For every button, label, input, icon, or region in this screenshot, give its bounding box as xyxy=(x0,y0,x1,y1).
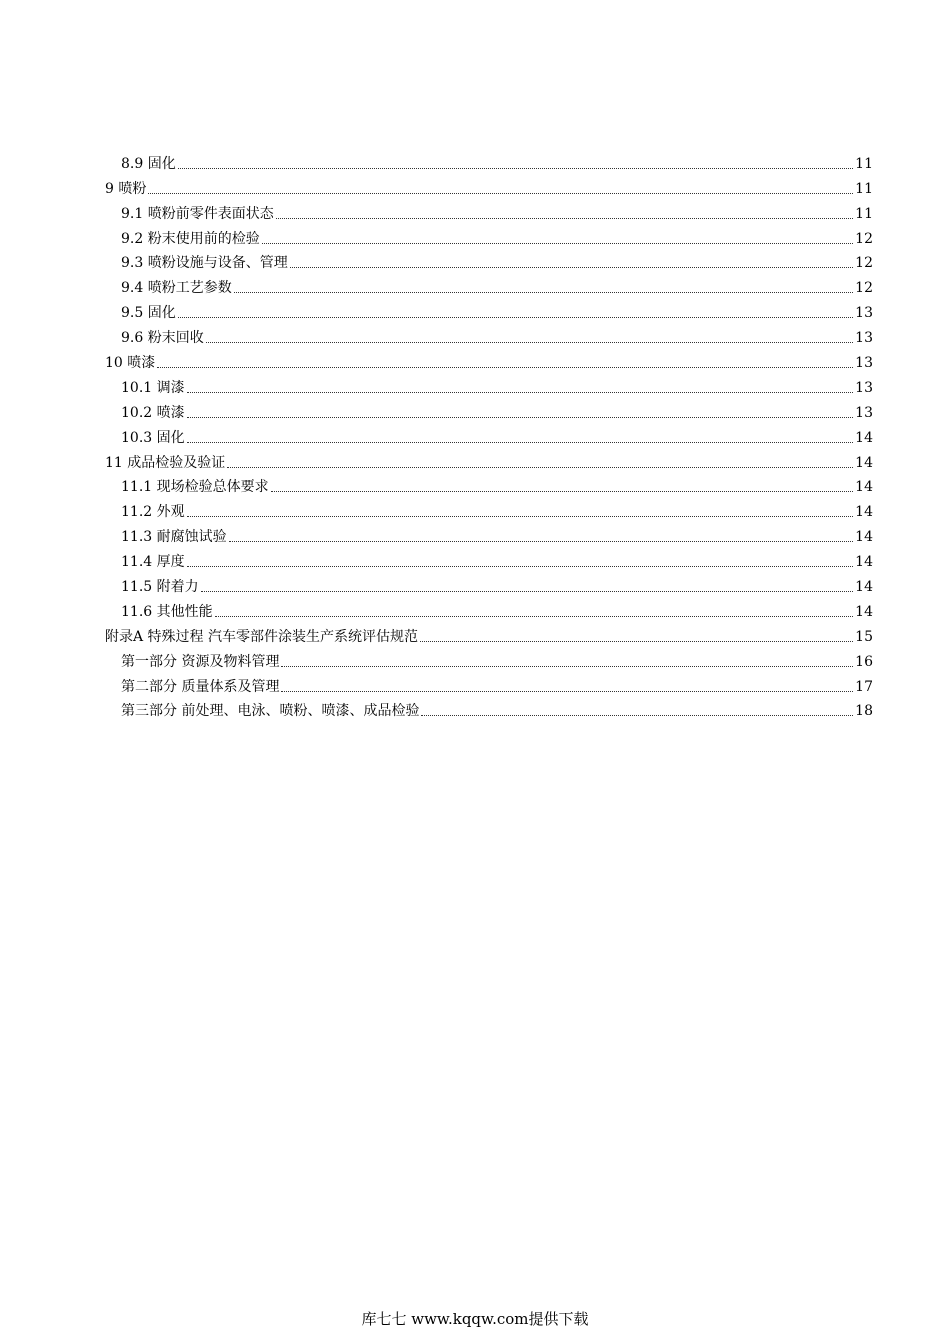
toc-entry-title: 附录A 特殊过程 汽车零部件涂装生产系统评估规范 xyxy=(105,628,419,645)
toc-entry-title: 9.2 粉末使用前的检验 xyxy=(121,230,260,247)
toc-entry-page-number: 13 xyxy=(855,379,873,396)
toc-entry-title: 8.9 固化 xyxy=(121,155,176,172)
toc-entry-title: 11.4 厚度 xyxy=(121,554,185,571)
toc-entry[interactable] xyxy=(105,571,873,596)
toc-entry-page-number: 13 xyxy=(855,355,873,372)
toc-dot-leader xyxy=(271,490,854,492)
toc-entry-title: 11 成品检验及验证 xyxy=(105,454,226,471)
toc-entry[interactable] xyxy=(105,696,873,721)
toc-entry-title: 第三部分 前处理、电泳、喷粉、喷漆、成品检验 xyxy=(121,703,420,720)
toc-entry-page-number: 14 xyxy=(855,554,873,571)
table-of-contents xyxy=(105,148,873,720)
toc-dot-leader xyxy=(178,167,853,169)
toc-entry-title: 11.1 现场检验总体要求 xyxy=(121,479,269,496)
toc-entry-page-number: 13 xyxy=(855,330,873,347)
toc-entry[interactable] xyxy=(105,322,873,347)
toc-entry-title: 9 喷粉 xyxy=(105,180,147,197)
toc-entry[interactable] xyxy=(105,397,873,422)
toc-entry-page-number: 14 xyxy=(855,429,873,446)
toc-entry[interactable] xyxy=(105,472,873,497)
toc-entry-page-number: 14 xyxy=(855,454,873,471)
toc-dot-leader xyxy=(229,540,854,542)
page-footer: 库七七 www.kqqw.com提供下载 xyxy=(361,1310,589,1328)
toc-entry-page-number: 13 xyxy=(855,404,873,421)
toc-entry[interactable] xyxy=(105,671,873,696)
toc-entry-title: 第二部分 质量体系及管理 xyxy=(121,678,280,695)
toc-entry-page-number: 17 xyxy=(855,678,873,695)
toc-entry-page-number: 11 xyxy=(855,205,873,222)
toc-entry-page-number: 14 xyxy=(855,603,873,620)
toc-entry-title: 11.3 耐腐蚀试验 xyxy=(121,529,227,546)
toc-entry-title: 9.6 粉末回收 xyxy=(121,330,204,347)
toc-entry[interactable] xyxy=(105,447,873,472)
toc-entry-page-number: 14 xyxy=(855,529,873,546)
toc-dot-leader xyxy=(290,266,853,268)
toc-dot-leader xyxy=(187,416,854,418)
toc-entry[interactable] xyxy=(105,646,873,671)
toc-entry-page-number: 14 xyxy=(855,504,873,521)
toc-dot-leader xyxy=(227,466,853,468)
toc-entry-page-number: 15 xyxy=(855,628,873,645)
toc-dot-leader xyxy=(420,640,853,642)
toc-dot-leader xyxy=(157,366,853,368)
toc-dot-leader xyxy=(421,714,853,716)
toc-dot-leader xyxy=(281,665,853,667)
toc-entry[interactable] xyxy=(105,173,873,198)
toc-entry[interactable] xyxy=(105,223,873,248)
toc-entry[interactable] xyxy=(105,621,873,646)
toc-entry[interactable] xyxy=(105,422,873,447)
toc-entry[interactable] xyxy=(105,148,873,173)
toc-dot-leader xyxy=(281,690,853,692)
toc-entry-page-number: 12 xyxy=(855,230,873,247)
toc-entry-title: 10.1 调漆 xyxy=(121,379,185,396)
toc-dot-leader xyxy=(187,391,854,393)
toc-entry[interactable] xyxy=(105,372,873,397)
toc-entry-title: 11.6 其他性能 xyxy=(121,603,213,620)
toc-dot-leader xyxy=(262,242,853,244)
toc-entry[interactable] xyxy=(105,297,873,322)
toc-dot-leader xyxy=(276,217,853,219)
toc-dot-leader xyxy=(187,565,854,567)
toc-entry-page-number: 11 xyxy=(855,180,873,197)
toc-entry-page-number: 16 xyxy=(855,653,873,670)
toc-entry[interactable] xyxy=(105,198,873,223)
toc-dot-leader xyxy=(206,341,853,343)
toc-dot-leader xyxy=(234,291,853,293)
toc-entry-page-number: 12 xyxy=(855,280,873,297)
toc-entry-page-number: 14 xyxy=(855,479,873,496)
toc-entry[interactable] xyxy=(105,347,873,372)
toc-entry[interactable] xyxy=(105,272,873,297)
toc-entry-title: 11.5 附着力 xyxy=(121,579,199,596)
toc-entry-title: 9.3 喷粉设施与设备、管理 xyxy=(121,255,288,272)
toc-entry-title: 10.3 固化 xyxy=(121,429,185,446)
toc-entry-title: 9.4 喷粉工艺参数 xyxy=(121,280,232,297)
toc-dot-leader xyxy=(148,192,853,194)
toc-dot-leader xyxy=(187,441,854,443)
toc-entry[interactable] xyxy=(105,248,873,273)
toc-dot-leader xyxy=(187,515,854,517)
toc-dot-leader xyxy=(215,615,854,617)
toc-entry-title: 第一部分 资源及物料管理 xyxy=(121,653,280,670)
toc-entry-title: 10.2 喷漆 xyxy=(121,404,185,421)
toc-entry-page-number: 14 xyxy=(855,579,873,596)
toc-entry[interactable] xyxy=(105,546,873,571)
toc-dot-leader xyxy=(201,590,854,592)
toc-entry-title: 9.1 喷粉前零件表面状态 xyxy=(121,205,274,222)
toc-entry-page-number: 12 xyxy=(855,255,873,272)
toc-entry-title: 11.2 外观 xyxy=(121,504,185,521)
toc-entry-title: 9.5 固化 xyxy=(121,305,176,322)
toc-entry[interactable] xyxy=(105,596,873,621)
toc-entry[interactable] xyxy=(105,496,873,521)
toc-dot-leader xyxy=(178,316,853,318)
toc-entry-page-number: 18 xyxy=(855,703,873,720)
toc-entry[interactable] xyxy=(105,521,873,546)
toc-entry-title: 10 喷漆 xyxy=(105,355,156,372)
toc-entry-page-number: 11 xyxy=(855,155,873,172)
toc-entry-page-number: 13 xyxy=(855,305,873,322)
